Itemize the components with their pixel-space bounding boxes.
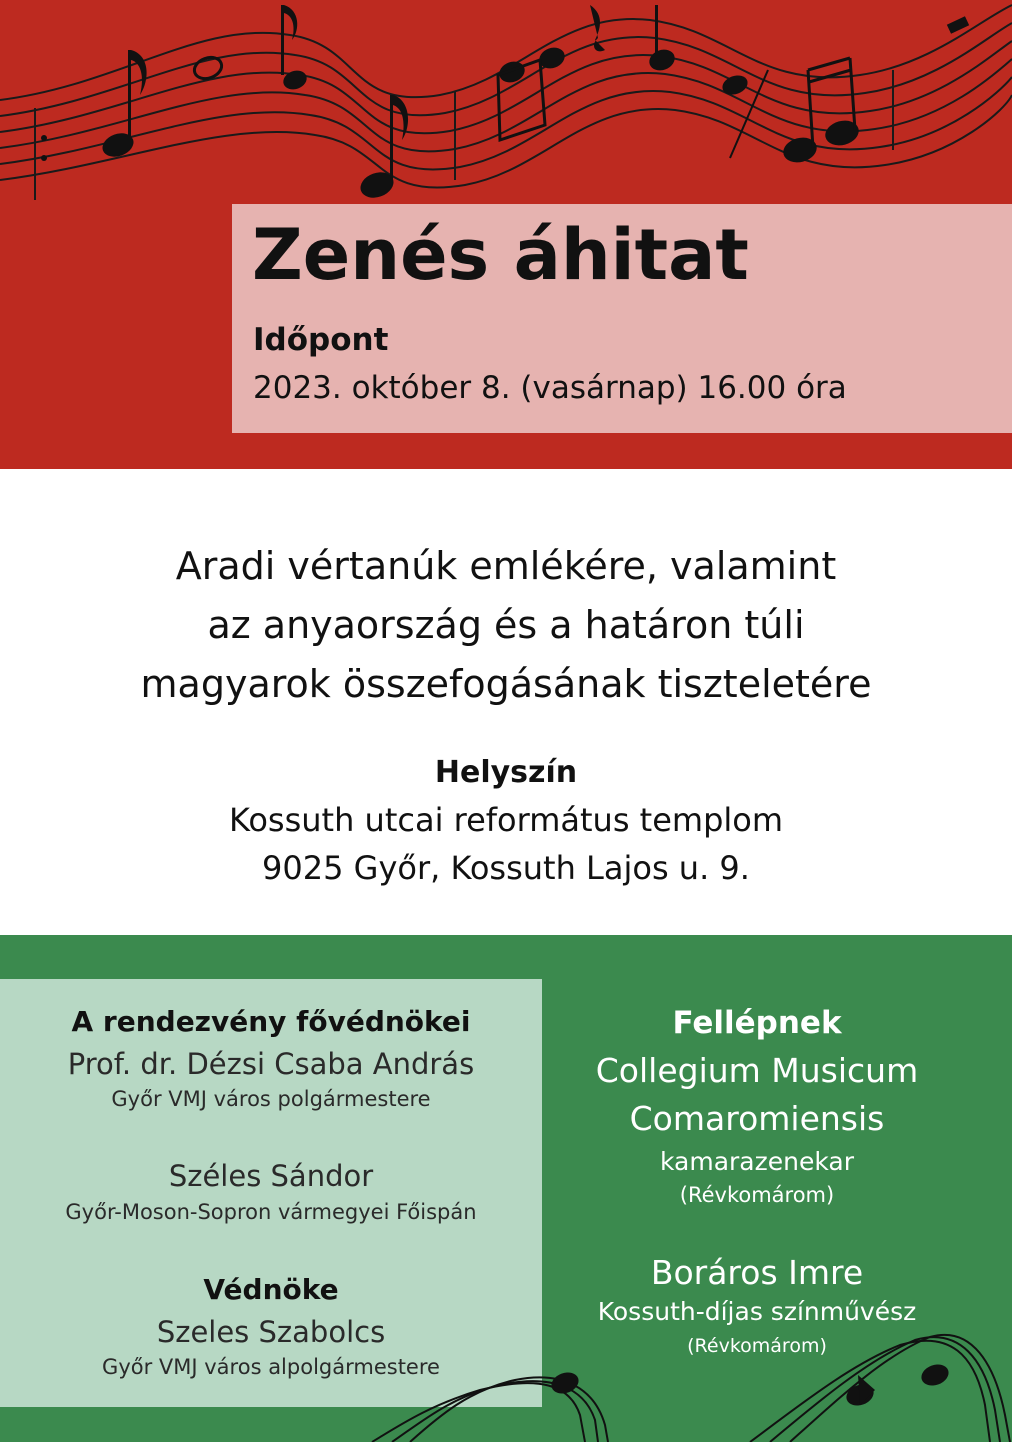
title-box: [232, 204, 1012, 433]
patron-role: Győr-Moson-Sopron vármegyei Főispán: [65, 1200, 477, 1224]
patron-name: Prof. dr. Dézsi Csaba András: [67, 1047, 475, 1081]
venue-label: Helyszín: [434, 755, 578, 790]
patron-role: Győr VMJ város polgármestere: [111, 1087, 431, 1111]
music-staff-decoration: [0, 0, 1012, 230]
performers-column: [542, 935, 972, 1442]
performers-heading: Fellépnek: [672, 1005, 842, 1041]
dedication-text: [0, 537, 1012, 714]
protector-name: Szeles Szabolcs: [156, 1315, 386, 1349]
ensemble-city: (Révkomárom): [679, 1183, 835, 1207]
ensemble-name: Collegium Musicum: [595, 1051, 919, 1090]
header-section: [0, 0, 1012, 469]
protector-heading: Védnöke: [203, 1273, 339, 1306]
info-section: [0, 469, 1012, 935]
page-title: Zenés áhitat: [252, 214, 749, 296]
protector-role: Győr VMJ város alpolgármestere: [102, 1355, 440, 1379]
dedication-line: az anyaország és a határon túli: [207, 603, 805, 647]
patrons-heading: A rendezvény fővédnökei: [71, 1005, 471, 1038]
actor-title: Kossuth-díjas színművész: [597, 1297, 917, 1326]
ensemble-type: kamarazenekar: [660, 1147, 854, 1176]
actor-name: Boráros Imre: [650, 1253, 864, 1292]
date-value: 2023. október 8. (vasárnap) 16.00 óra: [253, 370, 847, 406]
patron-name: Széles Sándor: [168, 1159, 374, 1193]
dedication-line: magyarok összefogásának tiszteletére: [140, 662, 872, 706]
venue-name: Kossuth utcai református templom: [228, 801, 784, 839]
credits-section: [0, 935, 1012, 1442]
patrons-box: [0, 979, 542, 1407]
date-label: Időpont: [253, 322, 389, 358]
ensemble-name: Comaromiensis: [629, 1099, 885, 1138]
actor-city: (Révkomárom): [687, 1335, 827, 1357]
venue-address: 9025 Győr, Kossuth Lajos u. 9.: [262, 849, 750, 887]
dedication-line: Aradi vértanúk emlékére, valamint: [175, 544, 837, 588]
